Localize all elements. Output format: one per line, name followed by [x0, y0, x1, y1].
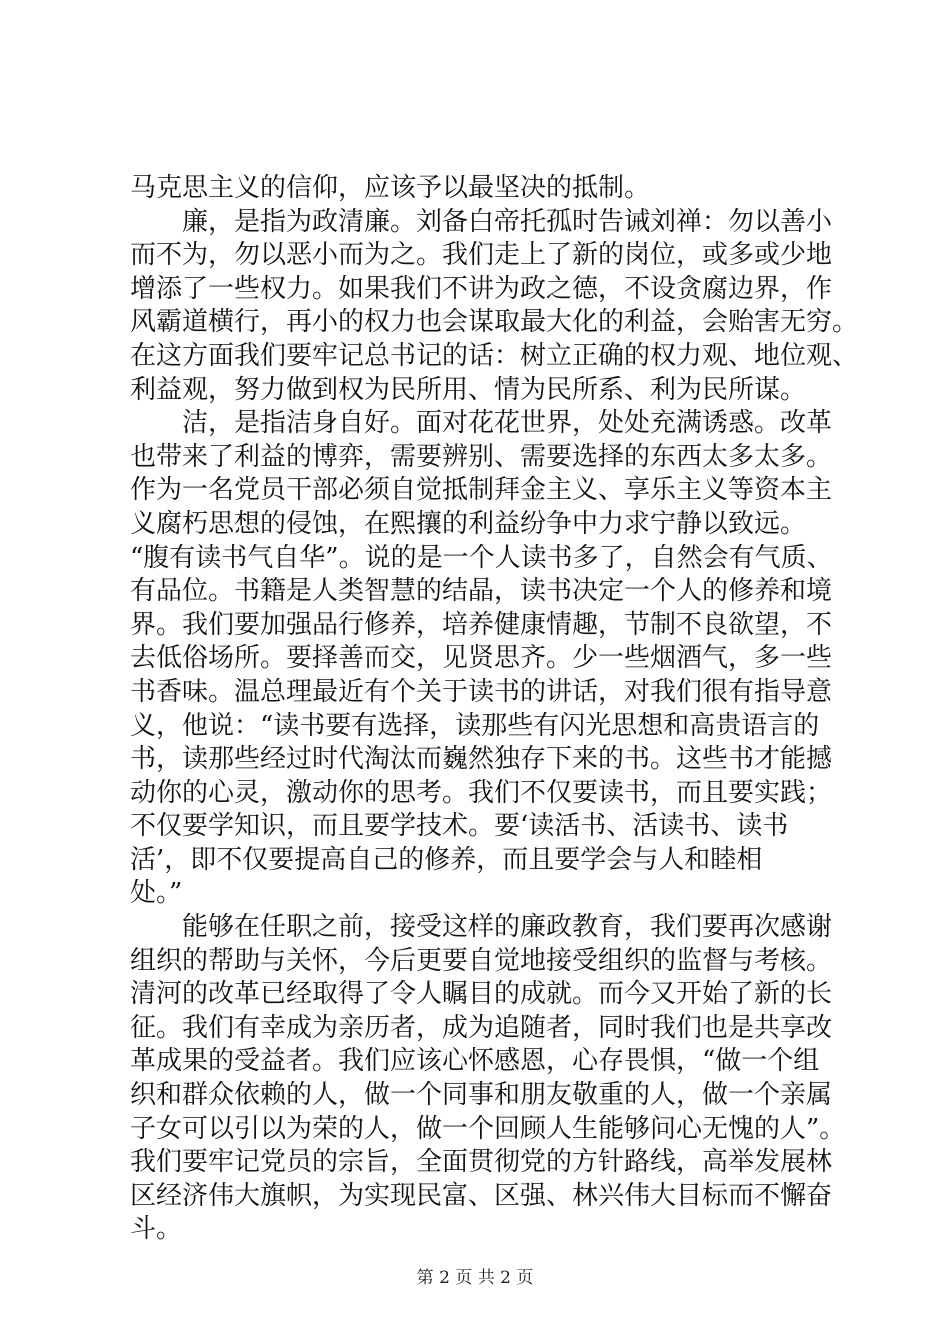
text-line: 织和群众依赖的人，做一个同事和朋友敬重的人，做一个亲属 — [130, 1080, 833, 1111]
text-line: 我们要牢记党员的宗旨，全面贯彻党的方针路线，高举发展林 — [130, 1147, 833, 1178]
text-line: 在这方面我们要牢记总书记的话：树立正确的权力观、地位观、 — [130, 340, 859, 371]
text-line: 利益观，努力做到权为民所用、情为民所系、利为民所谋。 — [130, 374, 807, 405]
text-line: 而不为，勿以恶小而为之。我们走上了新的岗位，或多或少地 — [130, 240, 833, 271]
text-line: 子女可以引以为荣的人，做一个回顾人生能够问心无愧的人”。 — [130, 1113, 846, 1144]
text-line: 作为一名党员干部必须自觉抵制拜金主义、享乐主义等资本主 — [130, 475, 833, 506]
text-line: 书香味。温总理最近有个关于读书的讲话，对我们很有指导意 — [130, 676, 833, 707]
text-line: 去低俗场所。要择善而交，见贤思齐。少一些烟酒气，多一些 — [130, 643, 833, 674]
text-line: 动你的心灵，激动你的思考。我们不仅要读书，而且要实践； — [130, 777, 833, 808]
text-line: 区经济伟大旗帜，为实现民富、区强、林兴伟大目标而不懈奋 — [130, 1180, 833, 1211]
text-line: 廉，是指为政清廉。刘备白帝托孤时告诫刘禅：勿以善小 — [130, 206, 833, 237]
text-line: 马克思主义的信仰，应该予以最坚决的抵制。 — [130, 173, 651, 203]
text-line: 能够在任职之前，接受这样的廉政教育，我们要再次感谢 — [130, 912, 833, 943]
text-line: 义腐朽思想的侵蚀，在熙攘的利益纷争中力求宁静以致远。 — [130, 508, 807, 539]
text-line: 征。我们有幸成为亲历者，成为追随者，同时我们也是共享改 — [130, 1012, 833, 1043]
text-line: 也带来了利益的博弈，需要辨别、需要选择的东西太多太多。 — [130, 441, 833, 472]
text-line: 书，读那些经过时代淘汰而巍然独存下来的书。这些书才能撼 — [130, 744, 833, 775]
text-line: 有品位。书籍是人类智慧的结晶，读书决定一个人的修养和境 — [130, 576, 833, 607]
text-line: 处。” — [130, 878, 183, 909]
text-line: 增添了一些权力。如果我们不讲为政之德，不设贪腐边界，作 — [130, 273, 833, 304]
text-line: 活’，即不仅要提高自己的修养，而且要学会与人和睦相 — [130, 844, 763, 875]
text-line: 不仅要学知识，而且要学技术。要‘读活书、活读书、读书 — [130, 811, 789, 842]
text-line: 洁，是指洁身自好。面对花花世界，处处充满诱惑。改革 — [130, 408, 833, 439]
text-line: 革成果的受益者。我们应该心怀感恩，心存畏惧，“做一个组 — [130, 1046, 820, 1077]
text-line: 组织的帮助与关怀，今后更要自觉地接受组织的监督与考核。 — [130, 945, 833, 976]
text-line: 斗。 — [130, 1214, 183, 1245]
text-line: 义，他说：“读书要有选择，读那些有闪光思想和高贵语言的 — [130, 710, 820, 741]
text-line: “腹有读书气自华”。说的是一个人读书多了，自然会有气质、 — [130, 542, 833, 573]
text-line: 界。我们要加强品行修养，培养健康情趣，节制不良欲望，不 — [130, 609, 833, 640]
body-text — [130, 172, 859, 1247]
text-line: 清河的改革已经取得了令人瞩目的成就。而今又开始了新的长 — [130, 979, 833, 1010]
page-footer: 第 2 页 共 2 页 — [416, 1268, 534, 1288]
text-line: 风霸道横行，再小的权力也会谋取最大化的利益，会贻害无穷。 — [130, 307, 859, 338]
